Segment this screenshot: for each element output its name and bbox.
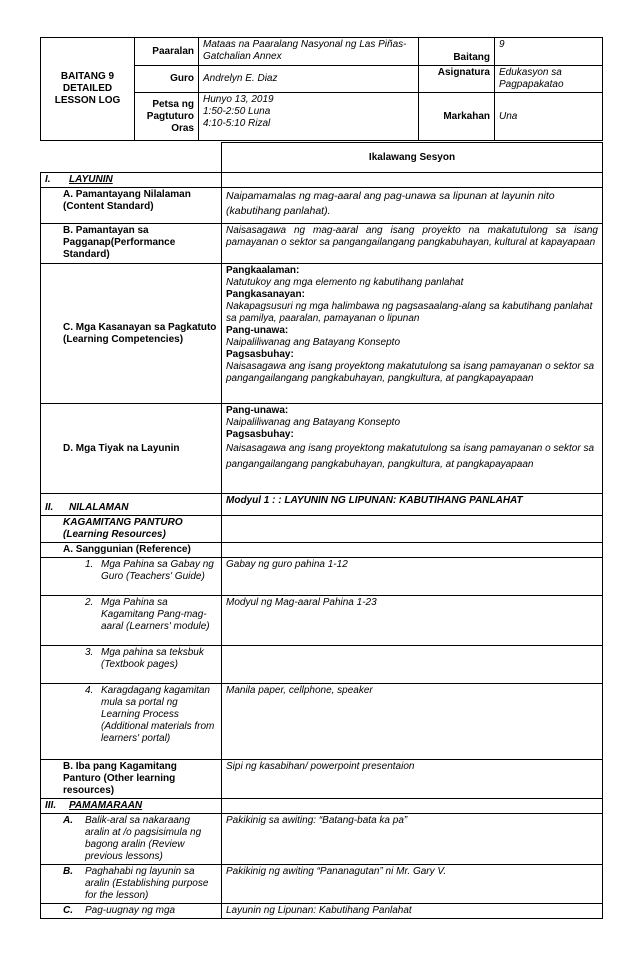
asignatura-value: Edukasyon sa Pagpapakatao	[495, 66, 603, 93]
baitang-value: 9	[495, 38, 603, 66]
content-standard-label: A. Pamantayang Nilalaman (Content Standard)	[41, 188, 222, 224]
lesson-table	[40, 142, 603, 919]
learners-module-label: 2. Mga Pahina sa Kagamitang Pang-mag-aaral (Learners' module)	[41, 596, 222, 646]
guro-label: Guro	[135, 66, 199, 93]
markahan-value: Una	[495, 93, 603, 141]
additional-materials-value: Manila paper, cellphone, speaker	[222, 684, 603, 760]
specific-objectives-value	[222, 404, 603, 494]
competency-heading: Pagsasbuhay:	[226, 349, 294, 360]
baitang-label: Baitang	[419, 38, 495, 66]
teachers-guide-value: Gabay ng guro pahina 1-12	[222, 558, 603, 596]
other-resources-label: B. Iba pang Kagamitang Panturo (Other learning resources)	[41, 760, 222, 799]
session-header: Ikalawang Sesyon	[222, 143, 603, 173]
textbook-pages-value	[222, 646, 603, 684]
section-nilalaman: II. NILALAMAN	[41, 494, 222, 516]
markahan-label: Markahan	[419, 93, 495, 141]
objective-text: Naisasagawa ang isang proyektong makatutulong sa isang pamayanan o sektor sa pangangailangang pangkabuhayan, pangkultura, at pangkapayapaan	[226, 443, 595, 470]
competency-heading: Pangkasanayan:	[226, 289, 305, 300]
competency-text: Nakapagsusuri ng mga halimbawa ng pagsasaalang-alang sa kabutihang panlahat sa pamilya, paaralan, pamayanan o lipunan	[226, 301, 593, 324]
nilalaman-value: Modyul 1 : : LAYUNIN NG LIPUNAN: KABUTIHANG PANLAHAT	[222, 494, 603, 516]
learning-resources-label: KAGAMITANG PANTURO (Learning Resources)	[41, 516, 222, 543]
section-pamamaraan: III. PAMAMARAAN	[41, 799, 222, 814]
petsa-label: Petsa ng Pagtuturo Oras	[135, 93, 199, 141]
petsa-time-1: 1:50-2:50 Luna	[203, 106, 271, 117]
content-standard-value: Naipamamalas ng mag-aaral ang pag-unawa sa lipunan at layunin nito (kabutihang panlahat).	[222, 188, 603, 224]
objective-text: Naipaliliwanag ang Batayang Konsepto	[226, 417, 401, 428]
presenting-examples-label: C. Pag-uugnay ng mga	[41, 904, 222, 919]
objective-heading: Pagsasbuhay:	[226, 429, 294, 440]
petsa-value	[199, 93, 419, 141]
header-table	[40, 37, 603, 141]
presenting-examples-value: Layunin ng Lipunan: Kabutihang Panlahat	[222, 904, 603, 919]
section-layunin: I. LAYUNIN	[41, 173, 222, 188]
learning-competencies-value	[222, 264, 603, 404]
textbook-pages-label: 3. Mga pahina sa teksbuk (Textbook pages)	[41, 646, 222, 684]
reference-label: A. Sanggunian (Reference)	[41, 543, 222, 558]
asignatura-label: Asignatura	[419, 66, 495, 93]
lesson-log-title: BAITANG 9 DETAILED LESSON LOG	[41, 38, 135, 141]
competency-text: Naisasagawa ang isang proyektong makatutulong sa isang pamayanan o sektor sa pangangailangang pangkabuhayan, pangkultura, at pangkapayapaan	[226, 361, 595, 384]
performance-standard-label: B. Pamantayan sa Pagganap(Performance Standard)	[41, 224, 222, 264]
additional-materials-label: 4. Karagdagang kagamitan mula sa portal ng Learning Process (Additional materials from learners' portal)	[41, 684, 222, 760]
competency-text: Naipaliliwanag ang Batayang Konsepto	[226, 337, 401, 348]
competency-heading: Pangkaalaman:	[226, 265, 300, 276]
competency-heading: Pang-unawa:	[226, 325, 289, 336]
review-lessons-label: A. Balik-aral sa nakaraang aralin at /o pagsisimula ng bagong aralin (Review previous lessons)	[41, 814, 222, 865]
petsa-date: Hunyo 13, 2019	[203, 94, 274, 105]
guro-value: Andrelyn E. Diaz	[199, 66, 419, 93]
review-lessons-value: Pakikinig sa awiting: “Batang-bata ka pa”	[222, 814, 603, 865]
paaralan-value: Mataas na Paaralang Nasyonal ng Las Piñas-Gatchalian Annex	[199, 38, 419, 66]
petsa-time-2: 4:10-5:10 Rizal	[203, 118, 271, 129]
establishing-purpose-value: Pakikinig ng awiting “Pananagutan” ni Mr. Gary V.	[222, 865, 603, 904]
learners-module-value: Modyul ng Mag-aaral Pahina 1-23	[222, 596, 603, 646]
establishing-purpose-label: B. Paghahabi ng layunin sa aralin (Establishing purpose for the lesson)	[41, 865, 222, 904]
objective-heading: Pang-unawa:	[226, 405, 289, 416]
performance-standard-value: Naisasagawa ng mag-aaral ang isang proyekto na makatutulong sa isang pamayanan o sektor sa pangangailangang pangkabuhayan, kultural at kapayapaan	[222, 224, 603, 264]
learning-competencies-label: C. Mga Kasanayan sa Pagkatuto (Learning Competencies)	[41, 264, 222, 404]
other-resources-value: Sipi ng kasabihan/ powerpoint presentaion	[222, 760, 603, 799]
specific-objectives-label: D. Mga Tiyak na Layunin	[41, 404, 222, 494]
paaralan-label: Paaralan	[135, 38, 199, 66]
competency-text: Natutukoy ang mga elemento ng kabutihang panlahat	[226, 277, 464, 288]
teachers-guide-label: 1. Mga Pahina sa Gabay ng Guro (Teachers' Guide)	[41, 558, 222, 596]
